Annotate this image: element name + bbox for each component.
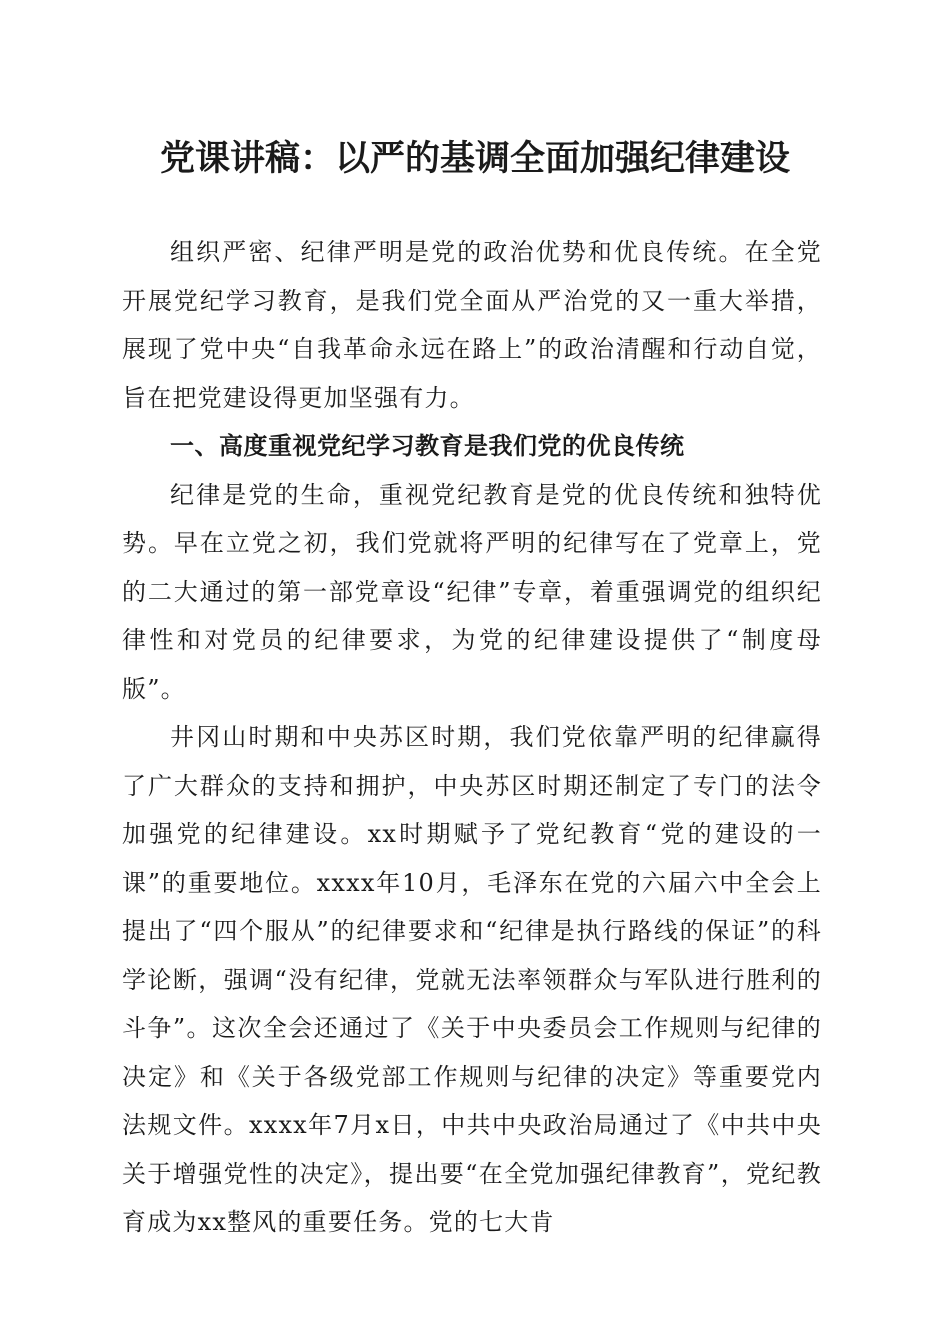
paragraph-history: 井冈山时期和中央苏区时期，我们党依靠严明的纪律赢得了广大群众的支持和拥护，中央苏区时期还制定了专门的法令加强党的纪律建设。xx时期赋予了党纪教育“党的建设的一课”的重要地位。xxxx年10月，毛泽东在党的六届六中全会上提出了“四个服从”的纪律要求和“纪律是执行路线的保证”的科学论断，强调“没有纪律，党就无法率领群众与军队进行胜利的斗争”。这次全会还通过了《关于中央委员会工作规则与纪律的决定》和《关于各级党部工作规则与纪律的决定》等重要党内法规文件。xxxx年7月x日，中共中央政治局通过了《中共中央关于增强党性的决定》，提出要“在全党加强纪律教育”，党纪教育成为xx整风的重要任务。党的七大肯 bbox=[122, 723, 822, 1236]
paragraph-intro: 组织严密、纪律严明是党的政治优势和优良传统。在全党开展党纪学习教育，是我们党全面从严治党的又一重大举措，展现了党中央“自我革命永远在路上”的政治清醒和行动自觉，旨在把党建设得更加坚强有力。 bbox=[122, 238, 822, 412]
document-title: 党课讲稿：以严的基调全面加强纪律建设 bbox=[159, 138, 790, 179]
paragraph-discipline-life: 纪律是党的生命，重视党纪教育是党的优良传统和独特优势。早在立党之初，我们党就将严明的纪律写在了党章上，党的二大通过的第一部党章设“纪律”专章，着重强调党的组织纪律性和对党员的纪律要求，为党的纪律建设提供了“制度母版”。 bbox=[122, 480, 822, 703]
section-heading-1: 一、高度重视党纪学习教育是我们党的优良传统 bbox=[170, 432, 685, 460]
document-body bbox=[122, 228, 822, 1247]
